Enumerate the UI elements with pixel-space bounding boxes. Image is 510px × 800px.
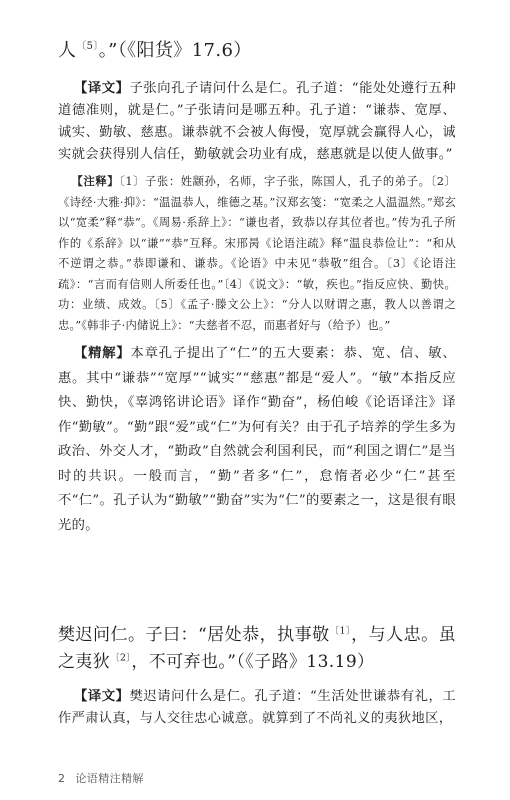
analysis-tag: 【精解】 [73, 346, 131, 361]
notes-tag: 【注释】 [71, 175, 120, 188]
note-marker: 〔5〕 [76, 41, 99, 52]
page-number: 2 [58, 772, 66, 785]
translation-text: 子张向孔子请问什么是仁。孔子道：“能处处遵行五种道德准则，就是仁。”子张请问是哪五种。孔子道：“谦恭、宽厚、诚实、勤敏、慈惠。谦恭就不会被人侮慢，宽厚就会赢得人心，诚实就会获得别人信任，勤敏就会功业有成，慈惠就是以使人做事。” [58, 81, 457, 162]
quote-text: 人 [58, 40, 77, 61]
notes-text: 〔1〕子张：姓颛孙，名师，字子张，陈国人，孔子的弟子。〔2〕《诗经·大雅·抑》：“温温恭人，维德之基。”汉郑玄笺：“宽柔之人温温然。”郑玄以“宽柔”释“恭”。《周易·系辞上》：“谦也者，致恭以存其位者也。”传为孔子所作的《系辞》以“谦”“恭”互释。宋邢昺《论语注疏》释“温良恭俭让”：“和从不逆谓之恭。”恭即谦和、谦恭。《论语》中未见“恭敬”组合。〔3〕《论语注疏》：“言而有信则人所委任也。”〔4〕《说文》：“敏，疾也。”指反应快、勤快。功：业绩、成效。〔5〕《孟子·滕文公上》：“分人以财谓之惠，教人以善谓之忠。”《韩非子·内储说上》：“夫慈者不忍，而惠者好与（给予）也。” [58, 175, 456, 332]
quote-text-part2: ，与人忠。虽之夷狄 [58, 625, 456, 672]
analysis-text: 本章孔子提出了“仁”的五大要素：恭、宽、信、敏、惠。其中“谦恭”“宽厚”“诚实”“慈惠”都是“爱人”。“敏”本指反应快、勤快，《辜鸿铭讲论语》译作“勤奋”，杨伯峻《论语译注》译作“勤敏”。“勤”跟“爱”或“仁”为何有关？由于孔子培养的学生多为政治、外交人才，“勤政”自然就会利国利民，而“利国之谓仁”是当时的共识。一般而言，“勤”者多“仁”，怠惰者必少“仁”甚至不“仁”。孔子认为“勤敏”“勤奋”实为“仁”的要素之一，这是很有眼光的。 [58, 346, 457, 533]
translation-paragraph-2 [58, 686, 456, 730]
top-quote [58, 38, 252, 64]
translation-paragraph [58, 78, 456, 166]
translation-tag-2: 【译文】 [73, 689, 130, 704]
book-title: 论语精注精解 [75, 772, 144, 785]
translation-text-2: 樊迟请问什么是仁。孔子道：“生活处世谦恭有礼，工作严肃认真，与人交往忠心诚意。就算到了不尚礼义的夷狄地区， [58, 689, 457, 726]
note-marker-2: 〔2〕 [110, 652, 132, 664]
entry-quote [58, 622, 456, 676]
page-footer [58, 770, 144, 786]
note-marker-1: 〔1〕 [329, 625, 352, 637]
quote-text-part1: 樊迟问仁。子曰：“居处恭，执事敬 [58, 625, 330, 645]
entry-1 [58, 78, 456, 538]
analysis-paragraph [58, 342, 456, 538]
entry-2 [58, 622, 456, 730]
quote-text-part3: ，不可弃也。”（《子路》13.19） [131, 652, 375, 672]
notes-paragraph [58, 172, 456, 336]
quote-source: 。”（《阳货》17.6） [98, 40, 252, 61]
translation-tag: 【译文】 [73, 81, 130, 96]
